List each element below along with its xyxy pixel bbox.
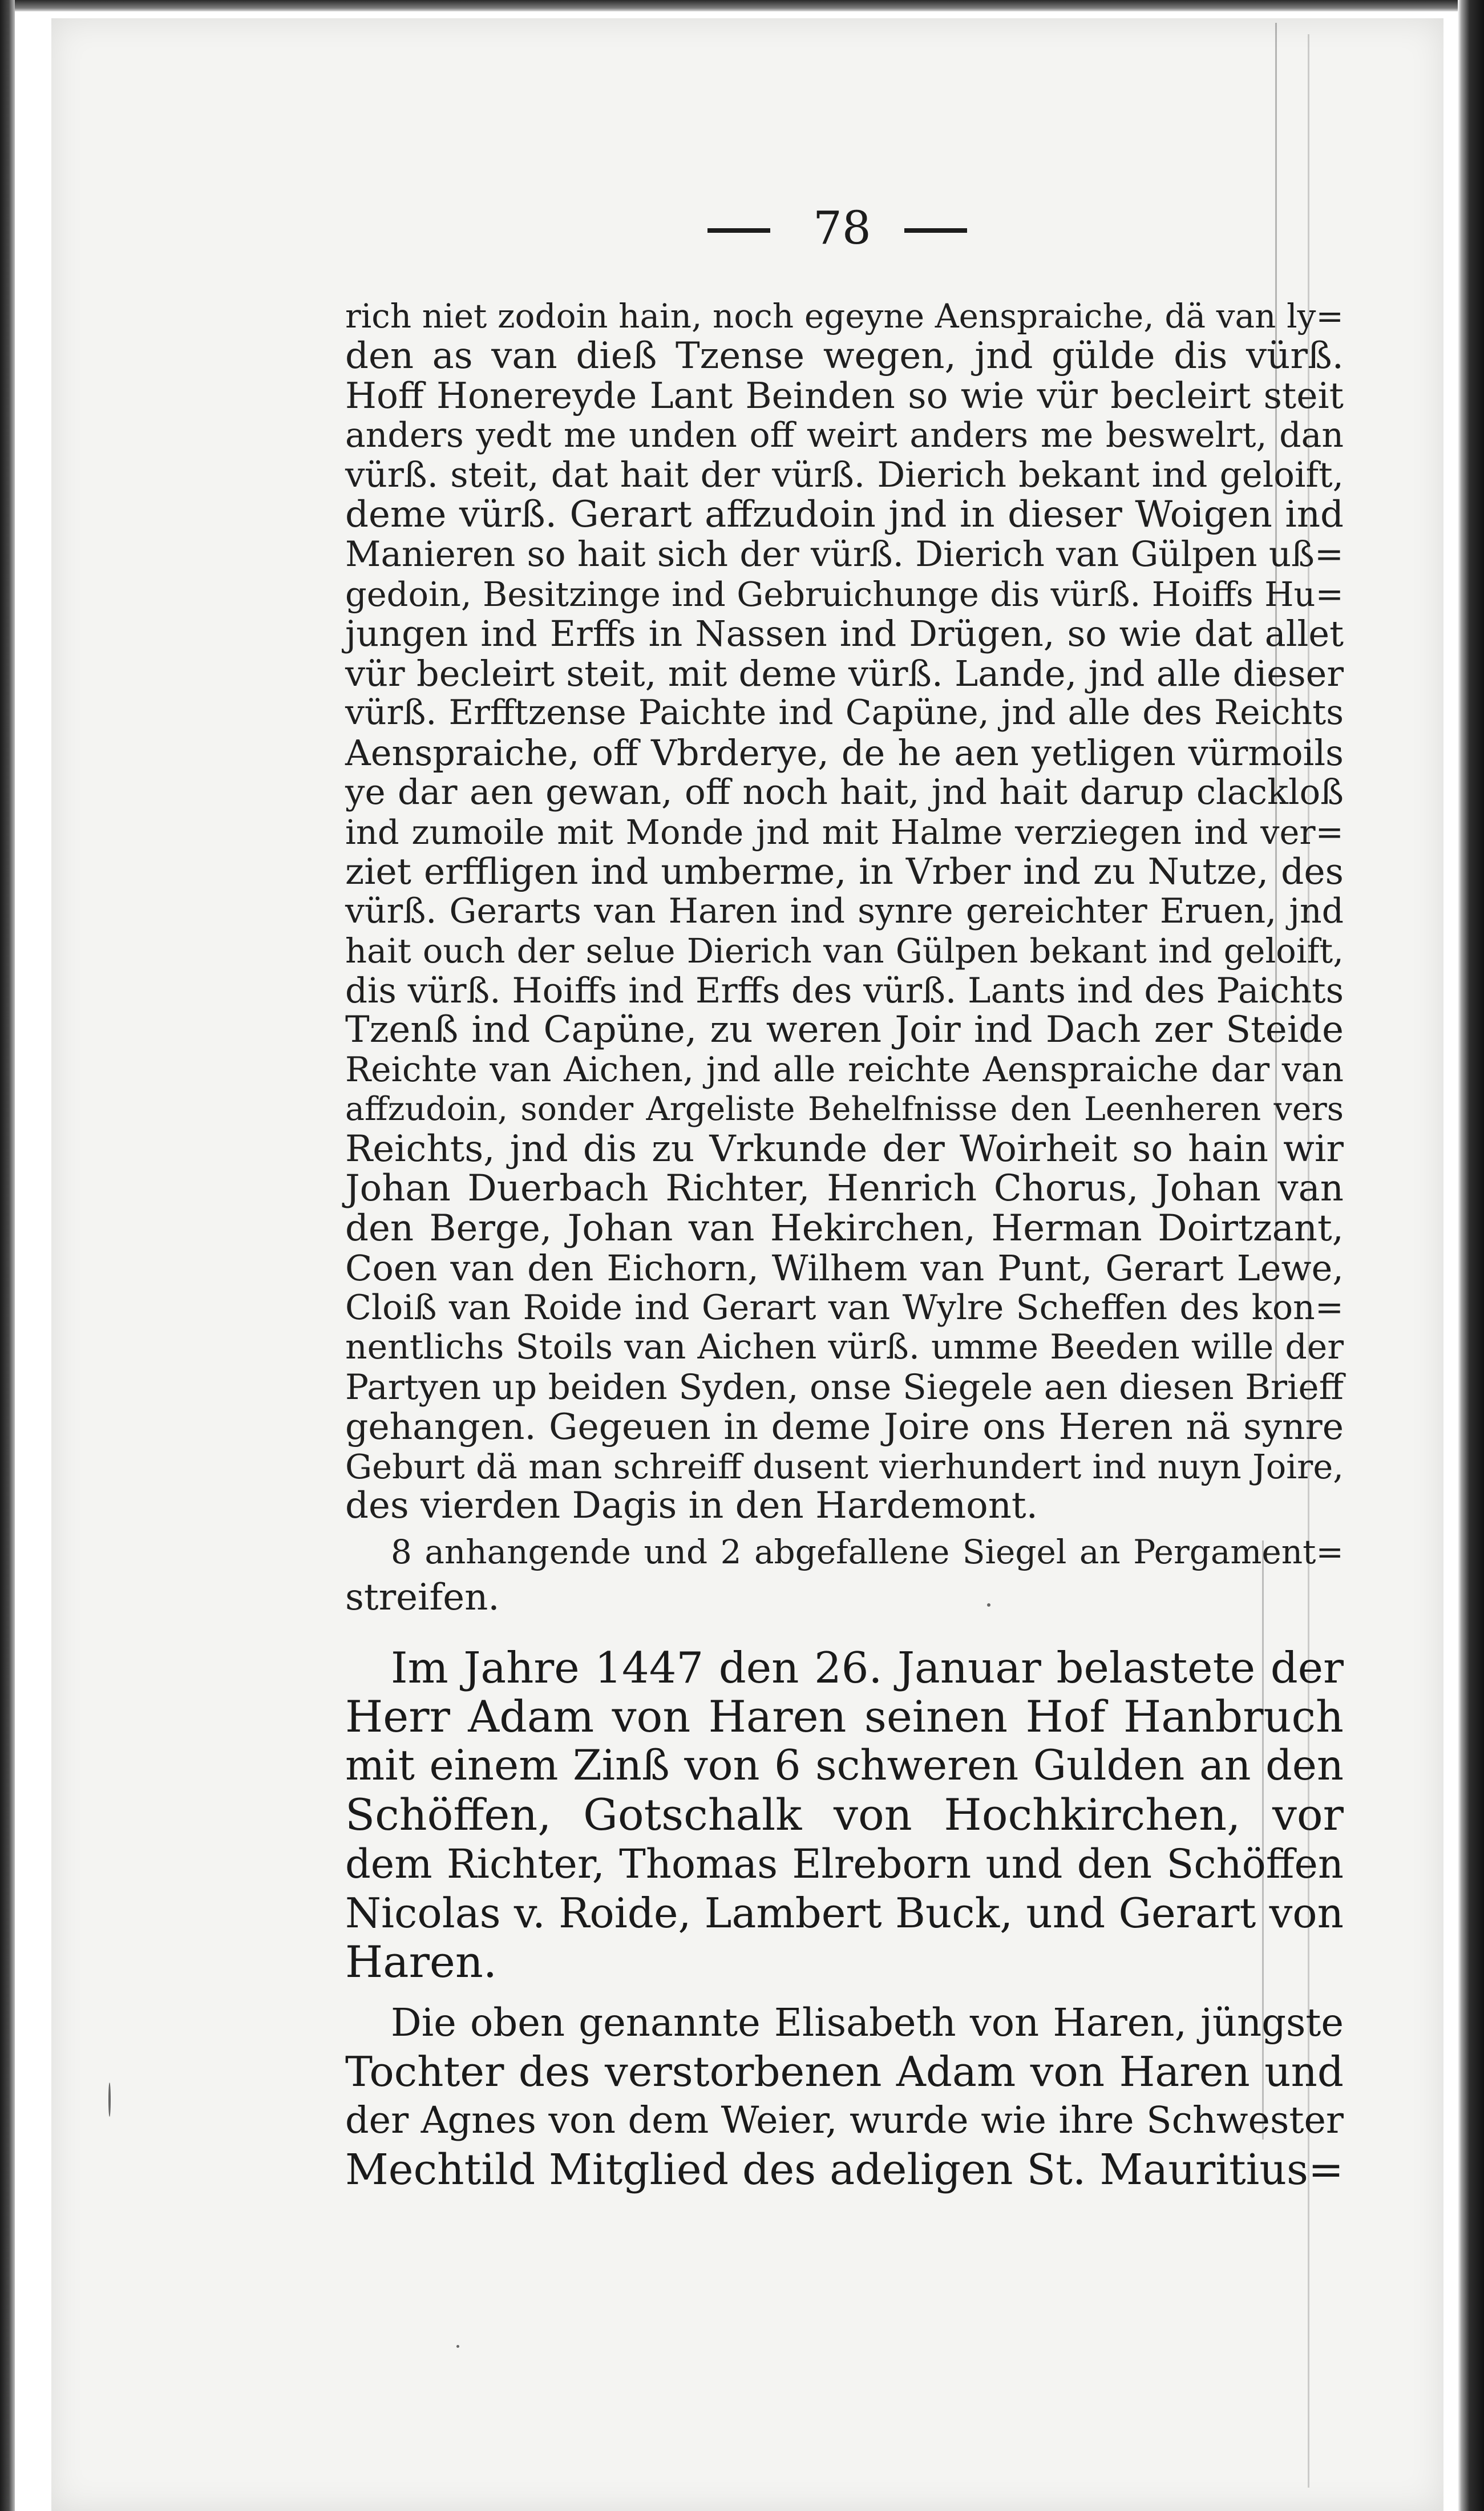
charter-line: gedoin, Besitzinge ind Gebruichunge dis vürß. Hoiffs Hu= — [345, 574, 1344, 614]
charter-line: Johan Duerbach Richter, Henrich Chorus, Johan van — [345, 1167, 1344, 1210]
seal-note-line: 8 anhangende und 2 abgefallene Siegel an Pergament= — [391, 1533, 1344, 1571]
charter-line: affzudoin, sonder Argeliste Behelfnisse den Leenheren vers — [345, 1090, 1344, 1128]
charter-line: Manieren so hait sich der vürß. Dierich van Gülpen uß= — [345, 534, 1344, 575]
charter-line: vür becleirt steit, mit deme vürß. Lande, jnd alle dieser — [345, 652, 1344, 694]
charter-text-block — [345, 297, 1344, 1526]
paragraph-line: Tochter des verstorbenen Adam von Haren und — [345, 2048, 1344, 2096]
paragraph-gap — [345, 1987, 1344, 1998]
charter-line: ind zumoile mit Monde jnd mit Halme verziegen ind ver= — [345, 812, 1344, 852]
charter-line: Aenspraiche, off Vbrderye, de he aen yetligen vürmoils — [345, 731, 1344, 774]
charter-line: ziet erffligen ind umberme, in Vrber ind zu Nutze, des — [345, 851, 1344, 892]
charter-line: gehangen. Gegeuen in deme Joire ons Heren nä synre — [345, 1406, 1344, 1447]
charter-line: Partyen up beiden Syden, onse Siegele aen diesen Brieff — [345, 1366, 1344, 1408]
paragraph-line: Mechtild Mitglied des adeligen St. Mauritius= — [345, 2145, 1344, 2194]
narrative-text — [345, 1643, 1344, 2194]
header-dash-left — [707, 228, 770, 233]
charter-line: Reichts, jnd dis zu Vrkunde der Woirheit so hain wir — [345, 1127, 1344, 1170]
scan-edge-left — [0, 0, 15, 2511]
paragraph-line: Nicolas v. Roide, Lambert Buck, und Gerart von — [345, 1889, 1344, 1937]
charter-line: den as van dieß Tzense wegen, jnd gülde dis vürß. — [345, 334, 1344, 377]
charter-line: Hoff Honereyde Lant Beinden so wie vür becleirt steit — [345, 375, 1344, 417]
charter-line: den Berge, Johan van Hekirchen, Herman Doirtzant, — [345, 1207, 1344, 1250]
paragraph-line: Haren. — [345, 1936, 497, 1987]
charter-line: anders yedt me unden off weirt anders me beswelrt, dan — [345, 415, 1344, 455]
paragraph-line: Herr Adam von Haren seinen Hof Hanbruch — [345, 1691, 1344, 1742]
charter-line: dis vürß. Hoiffs ind Erffs des vürß. Lants ind des Paichts — [345, 970, 1344, 1011]
paragraph-line: der Agnes von dem Weier, wurde wie ihre Schwester — [345, 2099, 1344, 2142]
charter-line: Cloiß van Roide ind Gerart van Wylre Scheffen des kon= — [345, 1287, 1344, 1328]
paragraph-line: mit einem Zinß von 6 schweren Gulden an den — [345, 1741, 1344, 1790]
speck — [108, 2083, 111, 2117]
charter-line: hait ouch der selue Dierich van Gülpen bekant ind geloift, — [345, 931, 1344, 971]
paragraph-line: dem Richter, Thomas Elreborn und den Schöffen — [345, 1841, 1344, 1887]
charter-line: vürß. steit, dat hait der vürß. Dierich bekant ind geloift, — [345, 455, 1344, 495]
charter-line: Tzenß ind Capüne, zu weren Joir ind Dach zer Steide — [345, 1009, 1344, 1051]
charter-line: vürß. Gerarts van Haren ind synre gereichter Eruen, jnd — [345, 891, 1344, 931]
charter-line: rich niet zodoin hain, noch egeyne Aenspraiche, dä van ly= — [345, 297, 1344, 335]
page-header — [707, 200, 1107, 268]
charter-line: ye dar aen gewan, off noch hait, jnd hait darup clackloß — [345, 772, 1344, 812]
seal-note-line: streifen. — [345, 1576, 500, 1619]
charter-line: vürß. Erfftzense Paichte ind Capüne, jnd alle des Reichts — [345, 693, 1344, 733]
paragraph-2 — [345, 1998, 1344, 2194]
header-dash-right — [904, 228, 967, 233]
paragraph-line: Die oben genannte Elisabeth von Haren, jüngste — [391, 2000, 1344, 2045]
speck — [456, 2345, 459, 2348]
scan-edge-right — [1458, 0, 1484, 2511]
scan-edge-top — [0, 0, 1484, 11]
page-number: 78 — [813, 201, 871, 254]
charter-line: Geburt dä man schreiff dusent vierhundert ind nuyn Joire, — [345, 1446, 1344, 1486]
charter-line: deme vürß. Gerart affzudoin jnd in dieser Woigen ind — [345, 493, 1344, 536]
charter-line: nentlichs Stoils van Aichen vürß. umme Beeden wille der — [345, 1327, 1344, 1367]
charter-line: Reichte van Aichen, jnd alle reichte Aenspraiche dar van — [345, 1049, 1344, 1090]
charter-line: Coen van den Eichorn, Wilhem van Punt, Gerart Lewe, — [345, 1247, 1344, 1289]
paragraph-line: Schöffen, Gotschalk von Hochkirchen, vor — [345, 1789, 1344, 1840]
seal-note — [345, 1529, 1344, 1620]
charter-line: des vierden Dagis in den Hardemont. — [345, 1485, 1038, 1527]
charter-line: jungen ind Erffs in Nassen ind Drügen, so wie dat allet — [345, 613, 1344, 654]
paragraph-1 — [345, 1643, 1344, 1987]
paragraph-line: Im Jahre 1447 den 26. Januar belastete der — [391, 1643, 1344, 1693]
